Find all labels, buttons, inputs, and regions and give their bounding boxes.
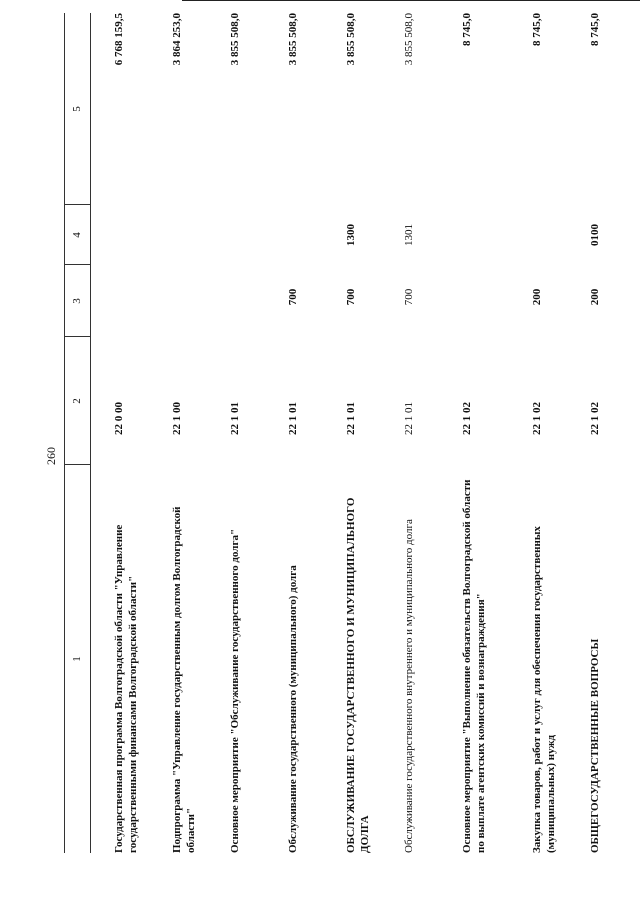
row-name: Основное мероприятие "Выполнение обязательств Волгоградской области по выплате агентских комиссий и вознаграждения" xyxy=(461,479,487,853)
row-code: 22 1 01 xyxy=(345,402,357,435)
row-amount: 3 855 508,0 xyxy=(345,13,357,66)
page-number: 260 xyxy=(44,447,58,465)
row-name: Обслуживание государственного (муниципального) долга xyxy=(287,565,299,853)
row-amount: 3 855 508,0 xyxy=(403,13,415,66)
row-col3: 200 xyxy=(531,288,543,306)
row-name: Подпрограмма "Управление государственным долгом Волгоградской области" xyxy=(171,506,197,853)
row-code: 22 1 00 xyxy=(171,402,183,435)
row-name: ОБЩЕГОСУДАРСТВЕННЫЕ ВОПРОСЫ xyxy=(589,638,601,853)
row-name: Государственная программа Волгоградской области "Управление государственными финансами Волгоградской области" xyxy=(113,524,139,853)
row-name: Обслуживание государственного внутреннего и муниципального долга xyxy=(403,519,415,853)
row-name: ОБСЛУЖИВАНИЕ ГОСУДАРСТВЕННОГО И МУНИЦИПАЛЬНОГО ДОЛГА xyxy=(345,497,371,853)
row-col3: 700 xyxy=(345,288,357,306)
row-code: 22 1 02 xyxy=(461,402,473,435)
row-col3: 200 xyxy=(589,288,601,306)
row-amount: 3 855 508,0 xyxy=(229,13,241,66)
column-header-3: 3 xyxy=(71,298,83,304)
row-code: 22 1 02 xyxy=(589,402,601,435)
row-amount: 6 768 159,5 xyxy=(113,13,125,66)
header-bottom-rule xyxy=(90,13,91,853)
row-amount: 8 745,0 xyxy=(531,13,543,46)
column-header-4: 4 xyxy=(71,232,83,238)
column-header-2: 2 xyxy=(71,398,83,404)
column-header-5: 5 xyxy=(71,106,83,112)
row-col4: 1300 xyxy=(345,224,357,246)
row-code: 22 1 02 xyxy=(531,402,543,435)
column-header-1: 1 xyxy=(71,656,83,662)
row-amount: 8 745,0 xyxy=(589,13,601,46)
row-amount: 8 745,0 xyxy=(461,13,473,46)
row-name: Закупка товаров, работ и услуг для обеспечения государственных (муниципальных) нужд xyxy=(531,526,557,853)
row-code: 22 1 01 xyxy=(287,402,299,435)
row-code: 22 1 01 xyxy=(403,402,415,435)
row-amount: 3 864 253,0 xyxy=(171,13,183,66)
row-name: Основное мероприятие "Обслуживание государственного долга" xyxy=(229,528,241,853)
row-col3: 700 xyxy=(403,288,415,306)
row-amount: 3 855 508,0 xyxy=(287,13,299,66)
row-code: 22 0 00 xyxy=(113,402,125,435)
row-col3: 700 xyxy=(287,288,299,306)
row-code: 22 1 01 xyxy=(229,402,241,435)
row-col4: 0100 xyxy=(589,224,601,246)
row-col4: 1301 xyxy=(403,224,415,246)
